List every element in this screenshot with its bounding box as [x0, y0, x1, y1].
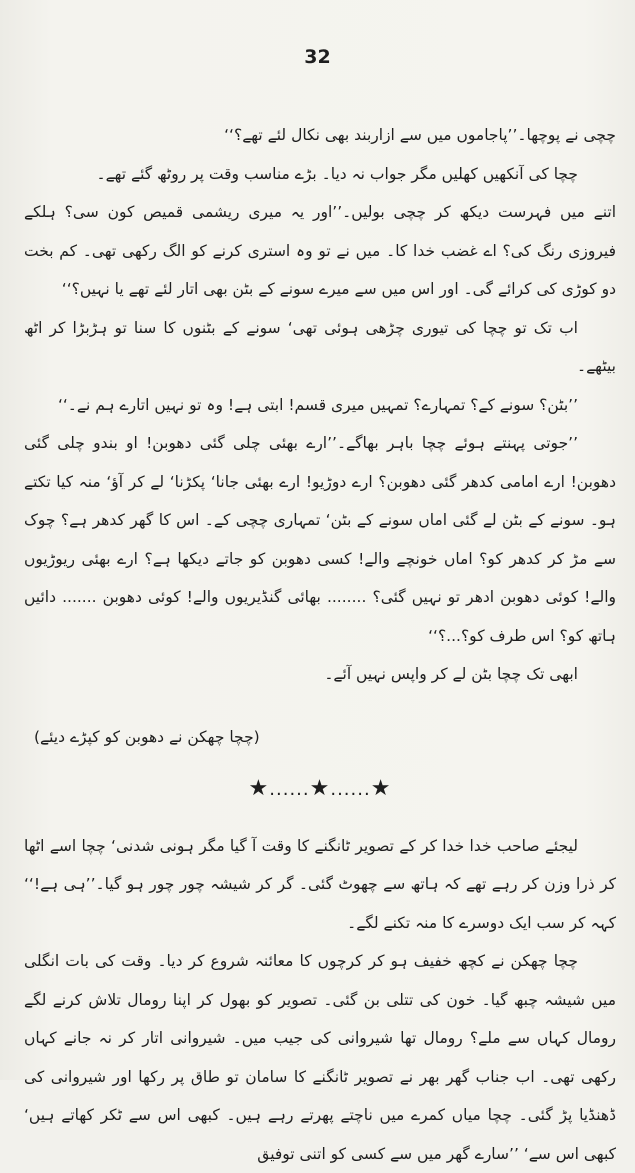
section-divider: [24, 774, 616, 805]
divider-dots: ......: [330, 778, 371, 800]
star-icon: ★: [248, 775, 270, 801]
paragraph: اتنے میں فہرست دیکھ کر چچی بولیں۔’’اور یہ میری ریشمی قمیص کون سی؟ ہلکے فیروزی رنگ کی؟ اے غضب خدا کا۔ میں نے تو وہ استری کرنے کو الگ رکھی تھی۔ کم بخت دو کوڑی کی کرائے گی۔ اور اس میں سے میرے سونے کے بٹن بھی اتار لئے تھے یا نہیں؟‘‘: [24, 203, 616, 298]
paragraph: چچا کی آنکھیں کھلیں مگر جواب نہ دیا۔ بڑے مناسب وقت پر روٹھ گئے تھے۔: [96, 164, 578, 183]
paragraph: چچی نے پوچھا۔’’پاجاموں میں سے ازاربند بھی نکال لئے تھے؟‘‘: [224, 126, 616, 144]
paragraph: لیجئے صاحب خدا خدا کر کے تصویر ٹانگنے کا وقت آ گیا مگر ہونی شدنی‘ چچا اسے اٹھا کر ذرا وزن کر رہے تھے کہ ہاتھ سے چھوٹ گئی۔ گر کر شیشہ چور چور ہو گیا۔’’ہی ہے!‘‘ کہہ کر سب ایک دوسرے کا منہ تکنے لگے۔: [24, 836, 616, 932]
star-icon: ★: [309, 775, 331, 801]
star-icon: ★: [370, 775, 392, 801]
paragraph: ’’بٹن؟ سونے کے؟ تمہارے؟ تمہیں میری قسم! ابتی ہے! وہ تو نہیں اتارے ہم نے۔‘‘: [57, 395, 578, 414]
body-text: [24, 116, 616, 1173]
divider-dots: ......: [269, 778, 310, 800]
paragraph: اب تک تو چچا کی تیوری چڑھی ہوئی تھی‘ سونے کے بٹنوں کا سنا تو ہڑبڑا کر اٹھ بیٹھے۔: [24, 318, 616, 375]
page-number: 32: [304, 46, 331, 68]
paragraph: چچا چھکن نے کچھ خفیف ہو کر کرچوں کا معائنہ شروع کر دیا۔ وقت کی بات انگلی میں شیشہ چبھ گیا۔ خون کی تتلی بن گئی۔ تصویر کو بھول کر اپنا رومال تلاش کرنے لگے رومال کہاں سے ملے؟ رومال تھا شیروانی کی جیب میں۔ شیروانی اتار کر نہ جانے کہاں رکھی تھی۔ اب جناب گھر بھر نے تصویر ٹانگنے کا سامان تو طاق پر رکھا اور شیروانی کی ڈھنڈیا پڑ گئی۔ چچا میاں کمرے میں ناچتے پھرتے رہے ہیں۔ کبھی اس سے ٹکر کھاتے ہیں‘ کبھی اس سے‘ ’’سارے گھر میں سے کسی کو اتنی توفیق: [24, 952, 616, 1163]
paragraph: ’’جوتی پہنتے ہوئے چچا باہر بھاگے۔’’ارے بھئی چلی گئی دھوبن! او بندو چلی گئی دھوبن! ارے امامی کدھر گئی دھوبن؟ ارے دوڑیو! ارے بھئی جانا‘ پکڑنا‘ لے کر آؤ‘ منہ کیا تکتے ہو۔ سونے کے بٹن لے گئی اماں سونے کے بٹن‘ تمہاری چچی کے۔ اس کا گھر کدھر ہے؟ چوک سے مڑ کر کدھر کو؟ اماں خونچے والے! کسی دھوبن کو جاتے دیکھا ہے؟ ارے بھئی ریوڑیوں والے! کوئی دھوبن ادھر تو نہیں گئی؟ ........ بھائی گنڈیریوں والے! کوئی دھوبن ....... دائیں ہاتھ کو؟ اس طرف کو؟...؟‘‘: [24, 434, 616, 645]
section-caption: (چچا چھکن نے دھوبن کو کپڑے دیئے): [34, 727, 260, 746]
paragraph: ابھی تک چچا بٹن لے کر واپس نہیں آئے۔: [324, 665, 578, 683]
